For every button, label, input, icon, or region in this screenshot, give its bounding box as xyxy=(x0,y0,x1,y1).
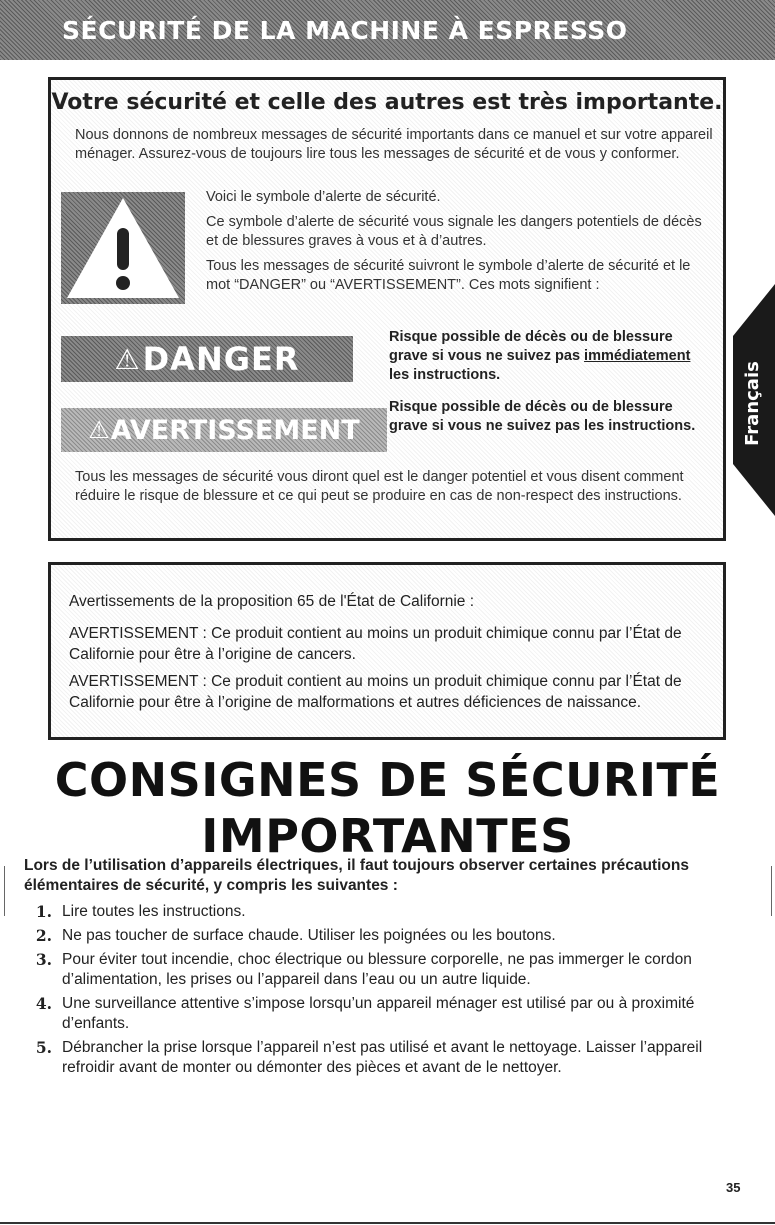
list-item xyxy=(28,926,728,946)
list-number: 3. xyxy=(35,950,52,969)
symbol-line: Ce symbole d’alerte de sécurité vous signale les dangers potentiels de décès et de blessures graves à vous et à d’autres. xyxy=(206,214,702,249)
consignes-lead: Lors de l’utilisation d’appareils électriques, il faut toujours observer certaines précautions élémentaires de sécurité, y compris les suivantes : xyxy=(24,857,689,894)
safety-intro: Nous donnons de nombreux messages de sécurité importants dans ce manuel et sur votre appareil ménager. Assurez-vous de toujours lire tous les messages de sécurité et de vous y conformer. xyxy=(75,127,713,162)
margin-rule xyxy=(771,866,772,916)
warning-triangle-icon xyxy=(61,192,185,304)
prop65-warning-birth: AVERTISSEMENT : Ce produit contient au moins un produit chimique connu par l’État de Californie pour être à l’origine de malformations et autres déficiences de naissance. xyxy=(69,673,682,711)
list-text: Débrancher la prise lorsque l’appareil n’est pas utilisé et avant le nettoyage. Laisser l’appareil refroidir avant de monter ou démonter des pièces et avant de le nettoyer. xyxy=(62,1039,703,1076)
danger-text-underline: immédiatement xyxy=(584,348,691,364)
warning-triangle-icon: ⚠ xyxy=(88,416,110,444)
language-label: Français xyxy=(741,360,763,446)
list-number: 4. xyxy=(35,994,52,1013)
list-text: Une surveillance attentive s’impose lorsqu’un appareil ménager est utilisé par ou à proximité d’enfants. xyxy=(62,995,695,1032)
safety-outro: Tous les messages de sécurité vous diront quel est le danger potentiel et vous disent comment réduire le risque de blessure et ce qui peut se produire en cas de non-respect des instructions. xyxy=(75,469,684,504)
header-bar xyxy=(0,0,775,60)
list-text: Ne pas toucher de surface chaude. Utiliser les poignées ou les boutons. xyxy=(62,927,556,944)
consignes-title-line2: IMPORTANTES xyxy=(201,809,574,863)
danger-label xyxy=(61,336,353,382)
safety-headline: Votre sécurité et celle des autres est très importante. xyxy=(51,90,723,115)
prop65-warning-cancer: AVERTISSEMENT : Ce produit contient au moins un produit chimique connu par l’État de Californie pour être à l’origine de cancers. xyxy=(69,625,682,663)
danger-description xyxy=(389,328,714,385)
margin-rule xyxy=(4,866,5,916)
warning-label xyxy=(61,408,387,452)
list-number: 1. xyxy=(35,902,52,921)
page-number: 35 xyxy=(726,1180,741,1195)
list-text: Lire toutes les instructions. xyxy=(62,903,246,920)
list-number: 5. xyxy=(35,1038,52,1057)
list-number: 2. xyxy=(35,926,52,945)
consignes-title xyxy=(0,752,775,864)
consignes-list xyxy=(28,902,728,1082)
safety-message-box xyxy=(48,77,726,541)
page-title: SÉCURITÉ DE LA MACHINE À ESPRESSO xyxy=(62,16,628,45)
danger-text: Risque possible de décès ou de blessure grave si vous ne suivez pas xyxy=(389,329,673,364)
language-tab-label xyxy=(735,338,769,468)
warning-word: AVERTISSEMENT xyxy=(110,414,360,446)
warning-description: Risque possible de décès ou de blessure grave si vous ne suivez pas les instructions. xyxy=(389,399,696,434)
symbol-line: Voici le symbole d’alerte de sécurité. xyxy=(206,189,441,205)
bottom-rule xyxy=(0,1222,775,1224)
list-item xyxy=(28,902,728,922)
symbol-line: Tous les messages de sécurité suivront le symbole d’alerte de sécurité et le mot “DANGER” ou “AVERTISSEMENT”. Ces mots signifient : xyxy=(206,258,691,293)
prop65-box xyxy=(48,562,726,740)
warning-triangle-icon: ⚠ xyxy=(114,342,141,376)
danger-text-end: les instructions. xyxy=(389,367,501,383)
danger-word: DANGER xyxy=(142,340,300,378)
prop65-heading: Avertissements de la proposition 65 de l'État de Californie : xyxy=(69,593,475,610)
list-item xyxy=(28,1038,728,1078)
symbol-explanation xyxy=(206,188,716,301)
list-item xyxy=(28,950,728,990)
consignes-title-line1: CONSIGNES DE SÉCURITÉ xyxy=(54,753,721,807)
list-text: Pour éviter tout incendie, choc électrique ou blessure corporelle, ne pas immerger le cordon d’alimentation, les prises ou l’appareil dans l’eau ou un autre liquide. xyxy=(62,951,692,988)
list-item xyxy=(28,994,728,1034)
